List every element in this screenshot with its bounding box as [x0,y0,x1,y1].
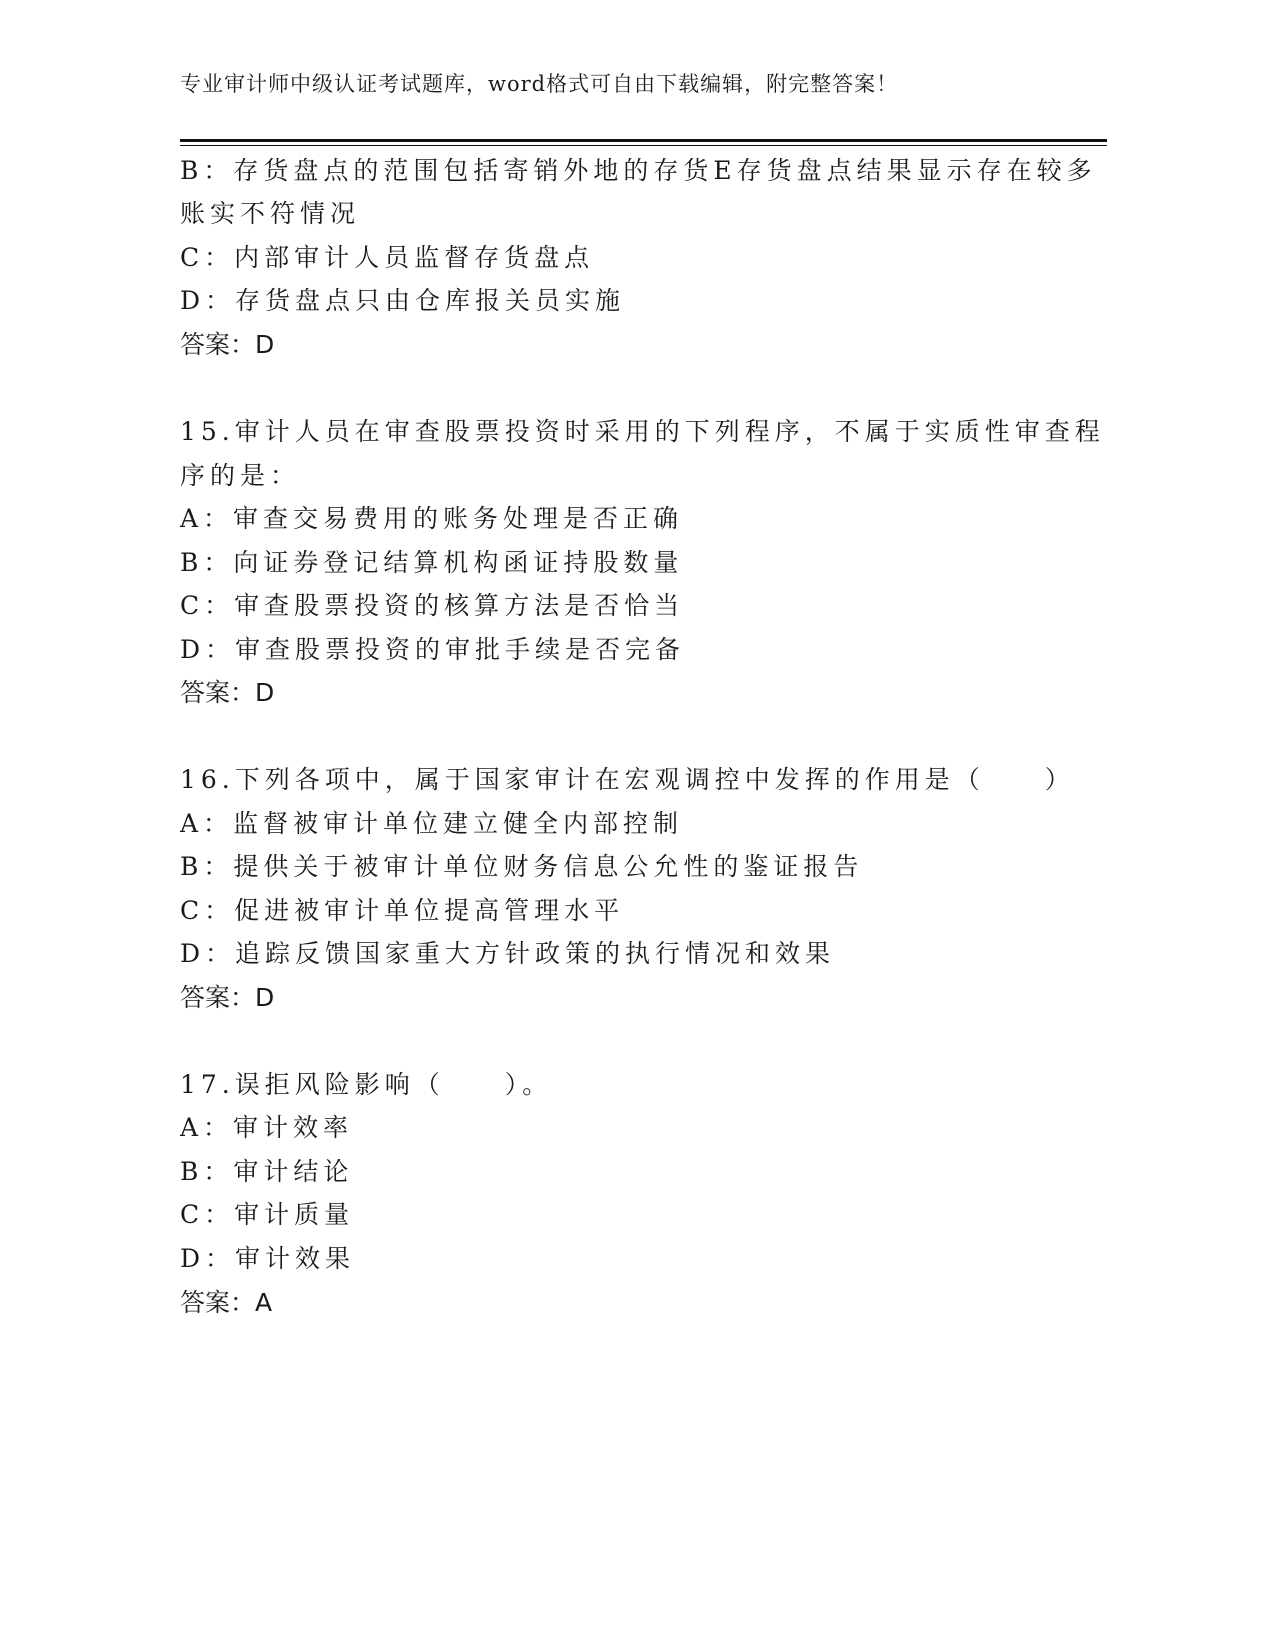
q17-option-d: D：审计效果 [180,1244,356,1273]
q15-answer: 答案：D [180,678,275,707]
q15-stem-line1: 15.审计人员在审查股票投资时采用的下列程序，不属于实质性审查程 [180,417,1105,446]
q16-answer: 答案：D [180,983,275,1012]
header-rule-thick [180,139,1107,142]
q14-option-c: C：内部审计人员监督存货盘点 [180,243,595,272]
q15-option-b: B：向证券登记结算机构函证持股数量 [180,548,684,577]
q17-answer: 答案：A [180,1288,273,1317]
q15-option-c: C：审查股票投资的核算方法是否恰当 [180,591,685,620]
q14-option-b-line2: 账实不符情况 [180,199,361,228]
q16-option-c: C：促进被审计单位提高管理水平 [180,896,625,925]
q15-option-d: D：审查股票投资的审批手续是否完备 [180,635,686,664]
q16-option-b: B：提供关于被审计单位财务信息公允性的鉴证报告 [180,852,864,881]
q16-option-d: D：追踪反馈国家重大方针政策的执行情况和效果 [180,939,836,968]
q17-option-a: A：审计效率 [180,1113,354,1142]
q16-stem: 16.下列各项中，属于国家审计在宏观调控中发挥的作用是（ ） [180,765,1075,794]
q15-stem-line2: 序的是： [180,461,301,490]
q16-option-a: A：监督被审计单位建立健全内部控制 [180,809,684,838]
q17-option-b: B：审计结论 [180,1157,354,1186]
q15-option-a: A：审查交易费用的账务处理是否正确 [180,504,684,533]
q17-option-c: C：审计质量 [180,1200,355,1229]
q14-option-b-line1: B：存货盘点的范围包括寄销外地的存货E存货盘点结果显示存在较多 [180,156,1097,185]
page-header: 专业审计师中级认证考试题库，word格式可自由下载编辑，附完整答案！ [180,72,899,96]
q14-answer: 答案：D [180,330,275,359]
header-rule-thin [180,145,1107,146]
q17-stem: 17.误拒风险影响（ ）。 [180,1070,553,1099]
q14-option-d: D：存货盘点只由仓库报关员实施 [180,286,626,315]
